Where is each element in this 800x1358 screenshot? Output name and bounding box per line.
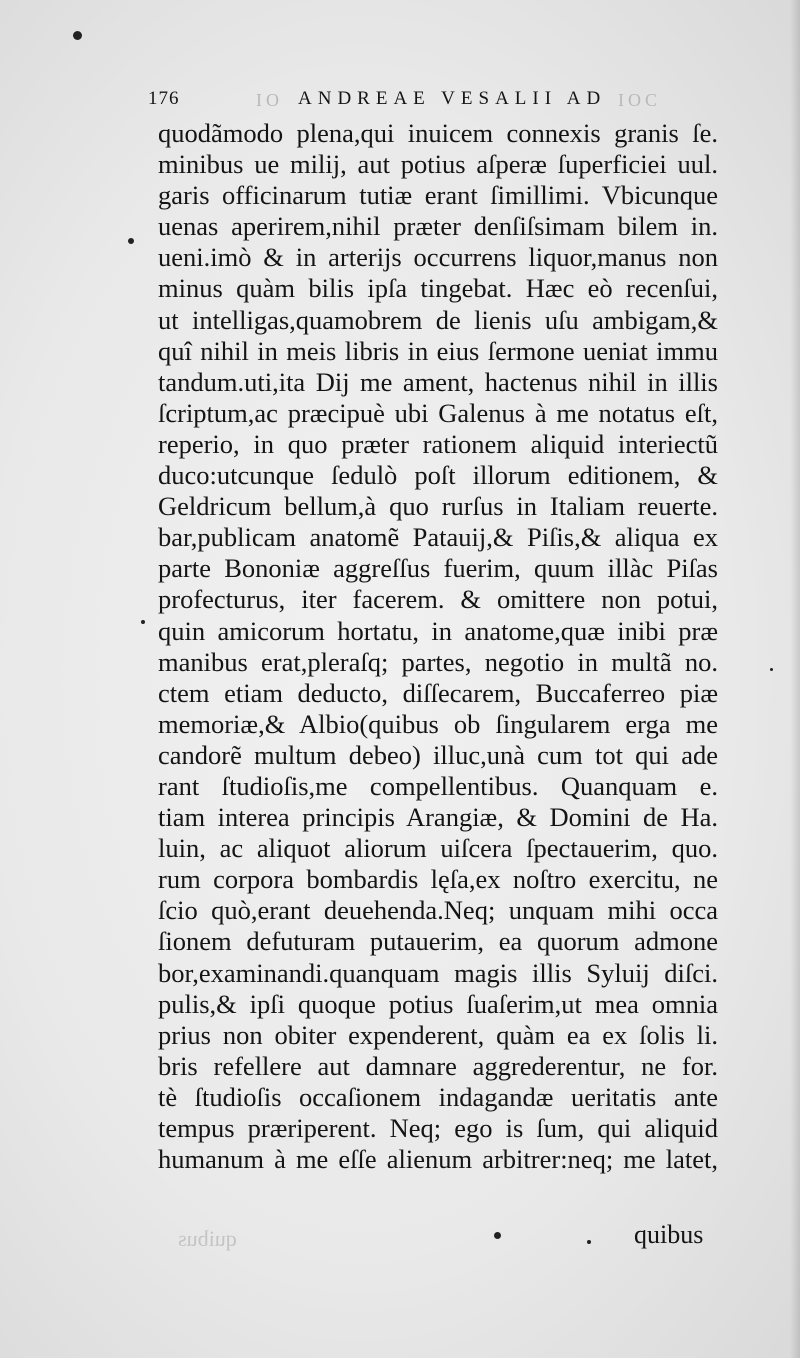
text-line: tiam interea principis Arangiæ, & Domini de Ha. <box>158 802 718 833</box>
ink-speck <box>494 1232 501 1239</box>
ink-speck <box>73 31 82 40</box>
ink-speck <box>141 620 145 624</box>
text-line: ctem etiam deducto, diſſecarem, Buccaferreo piæ <box>158 677 718 708</box>
text-line: bris refellere aut damnare aggrederentur, ne for. <box>158 1050 718 1081</box>
text-line: reperio, in quo præter rationem aliquid interiectũ <box>158 428 718 459</box>
ink-speck <box>770 668 773 671</box>
text-line: ut intelligas,quamobrem de lienis uſu ambigam,& <box>158 304 718 335</box>
page-edge-shadow <box>790 0 800 1358</box>
text-line: candorẽ multum debeo) illuc,unà cum tot qui ade <box>158 739 718 770</box>
text-line: ueni.imò & in arterijs occurrens liquor,manus non <box>158 242 718 273</box>
bleed-through-head-left: IO <box>256 90 283 110</box>
running-head <box>148 86 768 116</box>
text-line: rant ſtudioſis,me compellentibus. Quanquam e. <box>158 770 718 801</box>
text-line: rum corpora bombardis lęſa,ex noſtro exercitu, ne <box>158 864 718 895</box>
text-line: duco:utcunque ſedulò poſt illorum editionem, & <box>158 460 718 491</box>
running-head-title: ANDREAE VESALII AD <box>298 88 607 109</box>
text-line: pulis,& ipſi quoque potius ſuaſerim,ut mea omnia <box>158 988 718 1019</box>
text-line: quin amicorum hortatu, in anatome,quæ inibi præ <box>158 615 718 646</box>
text-line: humanum à me eſſe alienum arbitrer:neq; me latet, <box>158 1144 718 1175</box>
text-line: uenas aperirem,nihil præter denſiſsimam bilem in. <box>158 211 718 242</box>
page-number: 176 <box>148 88 180 109</box>
text-line: bor,examinandi.quanquam magis illis Syluij diſci. <box>158 957 718 988</box>
text-line: minibus ue milij, aut potius aſperæ ſuperficiei uul. <box>158 149 718 180</box>
text-line: garis officinarum tutiæ erant ſimillimi. Vbicunque <box>158 180 718 211</box>
ink-speck <box>128 238 134 244</box>
text-line: prius non obiter expenderent, quàm ea ex ſolis li. <box>158 1019 718 1050</box>
text-line: ſcriptum,ac præcipuè ubi Galenus à me notatus eſt, <box>158 397 718 428</box>
text-line: tandum.uti,ita Dij me ament, hactenus nihil in illis <box>158 366 718 397</box>
text-line: tempus præriperent. Neq; ego is ſum, qui aliquid <box>158 1113 718 1143</box>
text-line: profecturus, iter facerem. & omittere non potui, <box>158 584 718 615</box>
text-line: manibus erat,pleraſq; partes, negotio in multã no. <box>158 646 718 677</box>
text-line: memoriæ,& Albio(quibus ob ſingularem erga me <box>158 708 718 739</box>
catchword: quibus <box>634 1220 704 1249</box>
text-line: Geldricum bellum,à quo rurſus in Italiam reuerte. <box>158 491 718 522</box>
text-line: luin, ac aliquot aliorum uiſcera ſpectauerim, quo. <box>158 833 718 864</box>
text-line: parte Bononiæ aggreſſus fuerim, quum illàc Piſas <box>158 553 718 584</box>
text-line: ſcio quò,erant deuehenda.Neq; unquam mihi occa <box>158 895 718 926</box>
text-line: quî nihil in meis libris in eius ſermone ueniat immu <box>158 335 718 366</box>
ink-speck <box>587 1240 591 1244</box>
text-line: bar,publicam anatomẽ Patauij,& Piſis,& aliqua ex <box>158 522 718 553</box>
text-line: ſionem defuturam putauerim, ea quorum admone <box>158 926 718 957</box>
text-line: tè ſtudioſis occaſionem indagandæ ueritatis ante <box>158 1081 718 1112</box>
bleed-through-catchword: quibus <box>178 1226 237 1251</box>
text-line: minus quàm bilis ipſa tingebat. Hæc eò recenſui, <box>158 273 718 304</box>
body-text <box>158 118 718 1175</box>
bleed-through-head-right: IOC <box>618 90 661 110</box>
text-line: quodãmodo plena,qui inuicem connexis granis ſe. <box>158 118 718 148</box>
